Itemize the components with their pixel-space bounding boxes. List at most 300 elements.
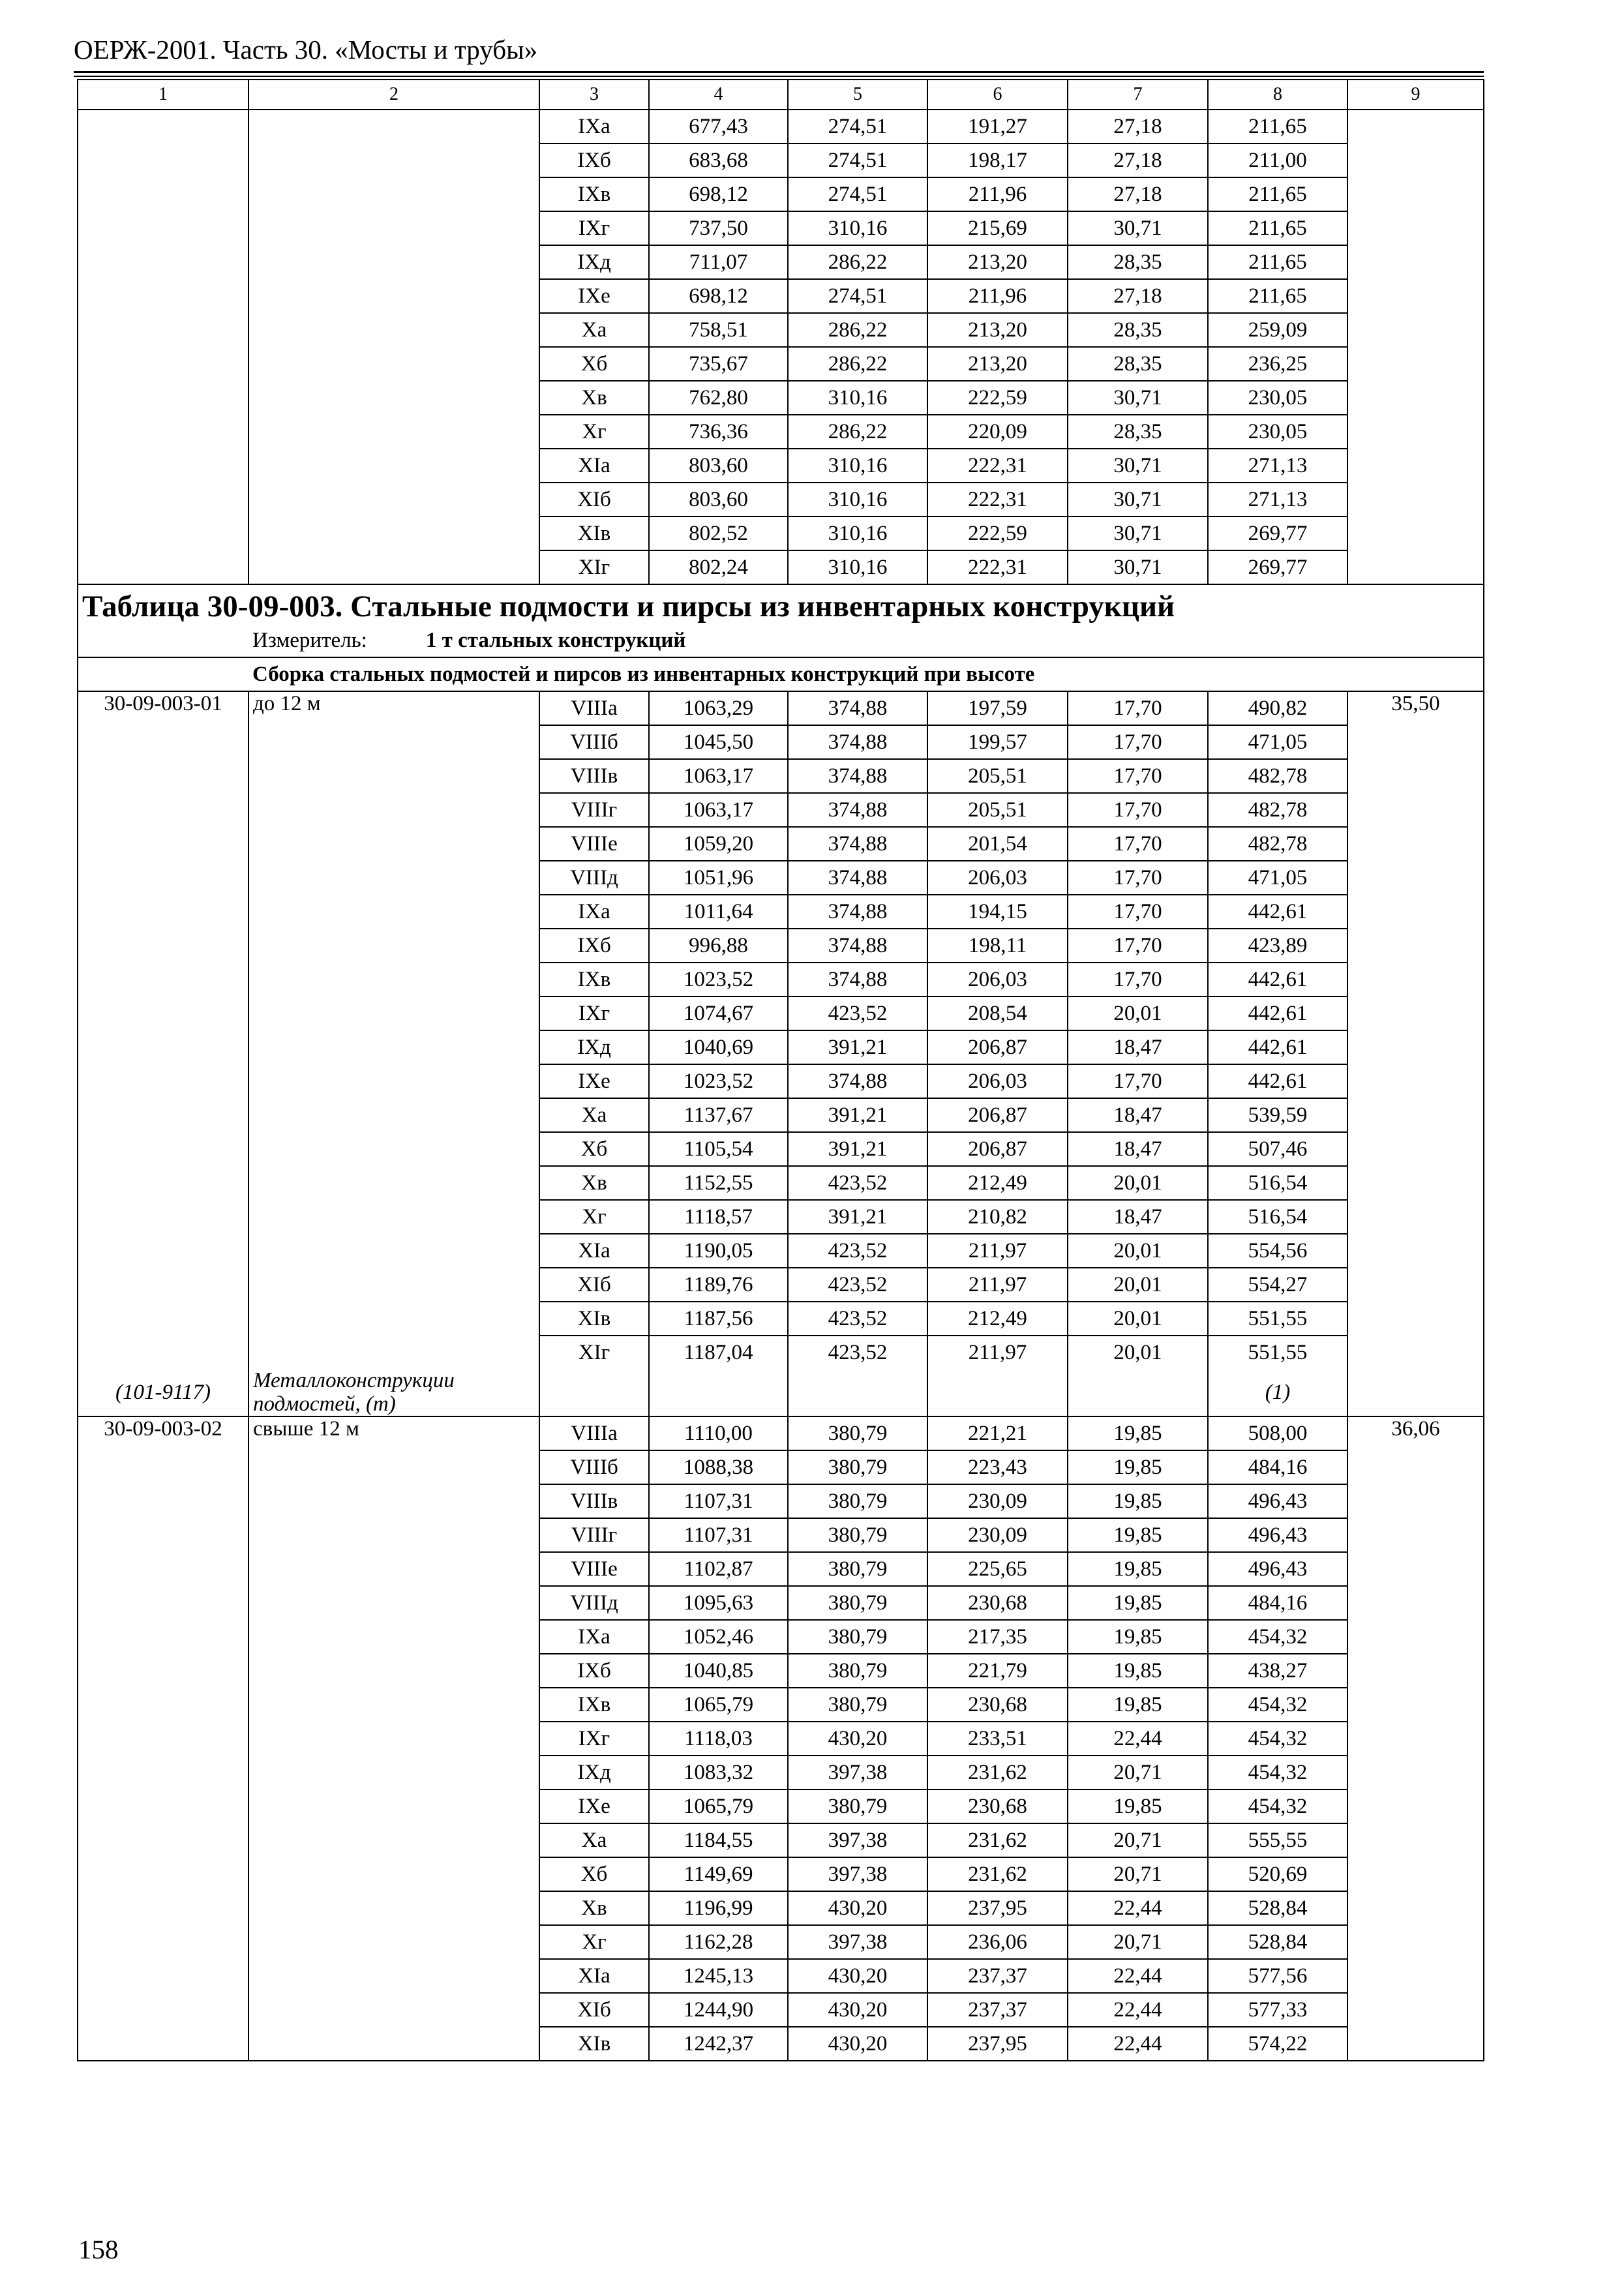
wage-cell: 391,21 xyxy=(788,1200,927,1234)
wage-cell: 310,16 xyxy=(788,516,927,550)
wage-cell: 310,16 xyxy=(788,550,927,584)
total-cell: 762,80 xyxy=(649,381,788,415)
material-cell: 554,56 xyxy=(1208,1234,1347,1268)
total-cell: 1088,38 xyxy=(649,1450,788,1484)
index-cell: Xв xyxy=(539,381,649,415)
driver-wage-cell: 22,44 xyxy=(1068,2027,1208,2061)
driver-wage-cell: 17,70 xyxy=(1068,793,1208,827)
wage-cell: 423,52 xyxy=(788,1166,927,1200)
material-cell: 471,05 xyxy=(1208,725,1347,759)
material-cell: 496,43 xyxy=(1208,1484,1347,1518)
machine-cell: 197,59 xyxy=(927,691,1068,725)
driver-wage-cell: 17,70 xyxy=(1068,895,1208,929)
wage-cell: 374,88 xyxy=(788,827,927,861)
driver-wage-cell: 22,44 xyxy=(1068,1891,1208,1925)
page-number: 158 xyxy=(78,2234,119,2264)
machine-cell: 211,97 xyxy=(927,1336,1068,1369)
total-cell: 1083,32 xyxy=(649,1756,788,1789)
total-cell: 1052,46 xyxy=(649,1620,788,1654)
index-cell: XIа xyxy=(539,1234,649,1268)
index-cell: VIIIд xyxy=(539,861,649,895)
index-cell: VIIIв xyxy=(539,1484,649,1518)
index-cell: VIIIа xyxy=(539,691,649,725)
machine-cell: 223,43 xyxy=(927,1450,1068,1484)
empty-cell xyxy=(248,110,539,584)
machine-cell: 222,31 xyxy=(927,550,1068,584)
machine-cell: 208,54 xyxy=(927,996,1068,1030)
index-cell: Xг xyxy=(539,1200,649,1234)
total-cell: 996,88 xyxy=(649,929,788,963)
driver-wage-cell: 19,85 xyxy=(1068,1518,1208,1552)
material-cell: 496,43 xyxy=(1208,1518,1347,1552)
driver-wage-cell: 22,44 xyxy=(1068,1993,1208,2027)
total-cell: 1011,64 xyxy=(649,895,788,929)
wage-cell: 423,52 xyxy=(788,1336,927,1369)
wage-cell: 286,22 xyxy=(788,347,927,381)
material-cell: 442,61 xyxy=(1208,996,1347,1030)
index-cell: Xг xyxy=(539,415,649,449)
material-cell: 423,89 xyxy=(1208,929,1347,963)
empty-cell xyxy=(788,1369,927,1417)
driver-wage-cell: 22,44 xyxy=(1068,1722,1208,1756)
total-cell: 1149,69 xyxy=(649,1857,788,1891)
index-cell: VIIIб xyxy=(539,1450,649,1484)
total-cell: 1051,96 xyxy=(649,861,788,895)
material-cell: 554,27 xyxy=(1208,1268,1347,1302)
index-cell: IXе xyxy=(539,1064,649,1098)
total-cell: 1118,03 xyxy=(649,1722,788,1756)
wage-cell: 380,79 xyxy=(788,1586,927,1620)
item-name: свыше 12 м xyxy=(248,1416,539,2061)
total-cell: 1118,57 xyxy=(649,1200,788,1234)
wage-cell: 374,88 xyxy=(788,793,927,827)
material-cell: 577,56 xyxy=(1208,1959,1347,1993)
wage-cell: 397,38 xyxy=(788,1823,927,1857)
index-cell: VIIIа xyxy=(539,1416,649,1450)
driver-wage-cell: 17,70 xyxy=(1068,827,1208,861)
index-cell: XIб xyxy=(539,483,649,516)
total-cell: 1063,29 xyxy=(649,691,788,725)
total-cell: 1184,55 xyxy=(649,1823,788,1857)
material-cell: 516,54 xyxy=(1208,1200,1347,1234)
total-cell: 803,60 xyxy=(649,483,788,516)
driver-wage-cell: 19,85 xyxy=(1068,1450,1208,1484)
wage-cell: 397,38 xyxy=(788,1756,927,1789)
total-cell: 803,60 xyxy=(649,449,788,483)
total-cell: 1105,54 xyxy=(649,1132,788,1166)
index-cell: VIIIд xyxy=(539,1586,649,1620)
material-cell: 454,32 xyxy=(1208,1620,1347,1654)
index-cell: Xв xyxy=(539,1891,649,1925)
driver-wage-cell: 28,35 xyxy=(1068,347,1208,381)
index-cell: IXг xyxy=(539,211,649,245)
total-cell: 1059,20 xyxy=(649,827,788,861)
machine-cell: 198,17 xyxy=(927,143,1068,177)
index-cell: IXе xyxy=(539,1789,649,1823)
machine-cell: 213,20 xyxy=(927,347,1068,381)
total-cell: 1023,52 xyxy=(649,963,788,996)
machine-cell: 205,51 xyxy=(927,793,1068,827)
wage-cell: 374,88 xyxy=(788,759,927,793)
machine-cell: 206,03 xyxy=(927,1064,1068,1098)
wage-cell: 423,52 xyxy=(788,1234,927,1268)
machine-cell: 211,97 xyxy=(927,1268,1068,1302)
index-cell: IXв xyxy=(539,963,649,996)
driver-wage-cell: 19,85 xyxy=(1068,1416,1208,1450)
material-cell: 211,65 xyxy=(1208,211,1347,245)
machine-cell: 212,49 xyxy=(927,1302,1068,1336)
wage-cell: 380,79 xyxy=(788,1688,927,1722)
material-cell: 230,05 xyxy=(1208,415,1347,449)
total-cell: 1074,67 xyxy=(649,996,788,1030)
driver-wage-cell: 30,71 xyxy=(1068,483,1208,516)
machine-cell: 221,21 xyxy=(927,1416,1068,1450)
index-cell: XIг xyxy=(539,550,649,584)
subtitle-empty xyxy=(78,657,248,691)
machine-cell: 230,68 xyxy=(927,1586,1068,1620)
column-number: 7 xyxy=(1068,80,1208,110)
total-cell: 1063,17 xyxy=(649,759,788,793)
machine-cell: 231,62 xyxy=(927,1857,1068,1891)
wage-cell: 374,88 xyxy=(788,861,927,895)
material-cell: 484,16 xyxy=(1208,1450,1347,1484)
section-subtitle: Сборка стальных подмостей и пирсов из инвентарных конструкций при высоте xyxy=(248,657,1484,691)
driver-wage-cell: 17,70 xyxy=(1068,691,1208,725)
material-cell: 555,55 xyxy=(1208,1823,1347,1857)
total-cell: 1137,67 xyxy=(649,1098,788,1132)
unit-row-empty xyxy=(78,624,248,657)
material-cell: 454,32 xyxy=(1208,1688,1347,1722)
index-cell: IXб xyxy=(539,143,649,177)
index-cell: XIв xyxy=(539,2027,649,2061)
column-number: 3 xyxy=(539,80,649,110)
column-number: 1 xyxy=(78,80,248,110)
material-cell: 236,25 xyxy=(1208,347,1347,381)
index-cell: IXг xyxy=(539,996,649,1030)
machine-cell: 230,68 xyxy=(927,1688,1068,1722)
item-name: до 12 м xyxy=(248,691,539,1369)
empty-cell xyxy=(649,1369,788,1417)
index-cell: VIIIг xyxy=(539,1518,649,1552)
driver-wage-cell: 20,01 xyxy=(1068,1336,1208,1369)
machine-cell: 194,15 xyxy=(927,895,1068,929)
total-cell: 1107,31 xyxy=(649,1518,788,1552)
material-cell: 577,33 xyxy=(1208,1993,1347,2027)
header-rule xyxy=(74,71,1484,73)
driver-wage-cell: 17,70 xyxy=(1068,929,1208,963)
empty-cell xyxy=(1347,110,1484,584)
machine-cell: 237,37 xyxy=(927,1993,1068,2027)
wage-cell: 374,88 xyxy=(788,691,927,725)
material-cell: 230,05 xyxy=(1208,381,1347,415)
machine-cell: 212,49 xyxy=(927,1166,1068,1200)
wage-cell: 286,22 xyxy=(788,245,927,279)
wage-cell: 391,21 xyxy=(788,1098,927,1132)
index-cell: IXд xyxy=(539,1756,649,1789)
total-cell: 1065,79 xyxy=(649,1789,788,1823)
wage-cell: 374,88 xyxy=(788,1064,927,1098)
index-cell: XIв xyxy=(539,516,649,550)
unit-row xyxy=(78,624,1484,657)
total-cell: 1245,13 xyxy=(649,1959,788,1993)
driver-wage-cell: 20,01 xyxy=(1068,1234,1208,1268)
material-cell: 211,65 xyxy=(1208,245,1347,279)
driver-wage-cell: 19,85 xyxy=(1068,1789,1208,1823)
index-cell: Xб xyxy=(539,1132,649,1166)
unit-value: 1 т стальных конструкций xyxy=(425,628,686,652)
total-cell: 1190,05 xyxy=(649,1234,788,1268)
wage-cell: 380,79 xyxy=(788,1552,927,1586)
material-note-row xyxy=(78,1369,1484,1417)
wage-cell: 423,52 xyxy=(788,1302,927,1336)
page-header: ОЕРЖ-2001. Часть 30. «Мосты и трубы» xyxy=(74,35,538,65)
material-cell: 442,61 xyxy=(1208,1030,1347,1064)
material-cell: 516,54 xyxy=(1208,1166,1347,1200)
wage-cell: 391,21 xyxy=(788,1030,927,1064)
total-cell: 1045,50 xyxy=(649,725,788,759)
machine-cell: 206,03 xyxy=(927,861,1068,895)
price-table xyxy=(77,79,1484,2061)
header-rule-thin xyxy=(74,76,1484,77)
total-cell: 1242,37 xyxy=(649,2027,788,2061)
wage-cell: 397,38 xyxy=(788,1857,927,1891)
index-cell: VIIIв xyxy=(539,759,649,793)
table-row xyxy=(78,1416,1484,1450)
material-cell: 269,77 xyxy=(1208,550,1347,584)
wage-cell: 310,16 xyxy=(788,381,927,415)
total-cell: 1110,00 xyxy=(649,1416,788,1450)
machine-cell: 222,31 xyxy=(927,483,1068,516)
column-number: 2 xyxy=(248,80,539,110)
total-cell: 698,12 xyxy=(649,177,788,211)
machine-cell: 220,09 xyxy=(927,415,1068,449)
material-cell: 269,77 xyxy=(1208,516,1347,550)
index-cell: IXа xyxy=(539,110,649,143)
wage-cell: 274,51 xyxy=(788,110,927,143)
machine-cell: 201,54 xyxy=(927,827,1068,861)
machine-cell: 211,97 xyxy=(927,1234,1068,1268)
machine-cell: 198,11 xyxy=(927,929,1068,963)
wage-cell: 430,20 xyxy=(788,1891,927,1925)
driver-wage-cell: 28,35 xyxy=(1068,313,1208,347)
total-cell: 1196,99 xyxy=(649,1891,788,1925)
machine-cell: 237,37 xyxy=(927,1959,1068,1993)
material-cell: 211,00 xyxy=(1208,143,1347,177)
wage-cell: 380,79 xyxy=(788,1484,927,1518)
column-number: 6 xyxy=(927,80,1068,110)
index-cell: IXг xyxy=(539,1722,649,1756)
wage-cell: 380,79 xyxy=(788,1620,927,1654)
driver-wage-cell: 18,47 xyxy=(1068,1098,1208,1132)
total-cell: 736,36 xyxy=(649,415,788,449)
driver-wage-cell: 30,71 xyxy=(1068,211,1208,245)
material-cell: 259,09 xyxy=(1208,313,1347,347)
material-cell: 528,84 xyxy=(1208,1891,1347,1925)
index-cell: VIIIе xyxy=(539,1552,649,1586)
empty-cell xyxy=(539,1369,649,1417)
wage-cell: 380,79 xyxy=(788,1518,927,1552)
driver-wage-cell: 19,85 xyxy=(1068,1586,1208,1620)
material-cell: 211,65 xyxy=(1208,279,1347,313)
total-cell: 802,24 xyxy=(649,550,788,584)
total-cell: 735,67 xyxy=(649,347,788,381)
wage-cell: 380,79 xyxy=(788,1654,927,1688)
material-cell: 551,55 xyxy=(1208,1336,1347,1369)
driver-wage-cell: 20,71 xyxy=(1068,1925,1208,1959)
index-cell: Xа xyxy=(539,313,649,347)
driver-wage-cell: 19,85 xyxy=(1068,1484,1208,1518)
driver-wage-cell: 20,01 xyxy=(1068,1302,1208,1336)
wage-cell: 430,20 xyxy=(788,1722,927,1756)
material-cell: 271,13 xyxy=(1208,483,1347,516)
total-cell: 737,50 xyxy=(649,211,788,245)
material-cell: 507,46 xyxy=(1208,1132,1347,1166)
wage-cell: 374,88 xyxy=(788,725,927,759)
column-number: 9 xyxy=(1347,80,1484,110)
index-cell: IXа xyxy=(539,895,649,929)
table-row xyxy=(78,110,1484,143)
material-cell: 484,16 xyxy=(1208,1586,1347,1620)
total-cell: 1187,04 xyxy=(649,1336,788,1369)
driver-wage-cell: 19,85 xyxy=(1068,1688,1208,1722)
material-cell: 496,43 xyxy=(1208,1552,1347,1586)
machine-cell: 213,20 xyxy=(927,313,1068,347)
index-cell: IXб xyxy=(539,929,649,963)
index-cell: IXа xyxy=(539,1620,649,1654)
table-title-row xyxy=(78,584,1484,624)
machine-cell: 237,95 xyxy=(927,2027,1068,2061)
column-number: 4 xyxy=(649,80,788,110)
index-cell: XIг xyxy=(539,1336,649,1369)
total-cell: 1040,85 xyxy=(649,1654,788,1688)
driver-wage-cell: 17,70 xyxy=(1068,1064,1208,1098)
index-cell: XIв xyxy=(539,1302,649,1336)
driver-wage-cell: 18,47 xyxy=(1068,1132,1208,1166)
wage-cell: 374,88 xyxy=(788,929,927,963)
column-number: 8 xyxy=(1208,80,1347,110)
driver-wage-cell: 27,18 xyxy=(1068,143,1208,177)
column-number-row xyxy=(78,80,1484,110)
wage-cell: 286,22 xyxy=(788,313,927,347)
material-cell: 482,78 xyxy=(1208,827,1347,861)
total-cell: 1063,17 xyxy=(649,793,788,827)
driver-wage-cell: 18,47 xyxy=(1068,1200,1208,1234)
driver-wage-cell: 20,71 xyxy=(1068,1823,1208,1857)
machine-cell: 231,62 xyxy=(927,1823,1068,1857)
index-cell: XIа xyxy=(539,449,649,483)
wage-cell: 423,52 xyxy=(788,996,927,1030)
wage-cell: 274,51 xyxy=(788,177,927,211)
driver-wage-cell: 27,18 xyxy=(1068,279,1208,313)
item-code: 30-09-003-01 xyxy=(78,691,248,1369)
material-cell: 574,22 xyxy=(1208,2027,1347,2061)
total-cell: 1162,28 xyxy=(649,1925,788,1959)
machine-cell: 230,09 xyxy=(927,1484,1068,1518)
driver-wage-cell: 27,18 xyxy=(1068,177,1208,211)
driver-wage-cell: 30,71 xyxy=(1068,381,1208,415)
index-cell: XIб xyxy=(539,1268,649,1302)
total-cell: 683,68 xyxy=(649,143,788,177)
driver-wage-cell: 17,70 xyxy=(1068,725,1208,759)
wage-cell: 423,52 xyxy=(788,1268,927,1302)
driver-wage-cell: 30,71 xyxy=(1068,516,1208,550)
subtitle-row xyxy=(78,657,1484,691)
empty-cell xyxy=(927,1369,1068,1417)
machine-cell: 217,35 xyxy=(927,1620,1068,1654)
unit-label: Измеритель: xyxy=(252,628,367,652)
column-number: 5 xyxy=(788,80,927,110)
empty-cell xyxy=(78,110,248,584)
machine-cell: 222,59 xyxy=(927,381,1068,415)
wage-cell: 380,79 xyxy=(788,1416,927,1450)
material-cell: 520,69 xyxy=(1208,1857,1347,1891)
index-cell: IXв xyxy=(539,177,649,211)
wage-cell: 286,22 xyxy=(788,415,927,449)
material-cell: 551,55 xyxy=(1208,1302,1347,1336)
driver-wage-cell: 28,35 xyxy=(1068,245,1208,279)
machine-cell: 211,96 xyxy=(927,177,1068,211)
machine-cell: 205,51 xyxy=(927,759,1068,793)
machine-cell: 233,51 xyxy=(927,1722,1068,1756)
machine-cell: 210,82 xyxy=(927,1200,1068,1234)
machine-cell: 206,87 xyxy=(927,1030,1068,1064)
material-name: Металлоконструкции подмостей, (т) xyxy=(248,1369,539,1417)
empty-cell xyxy=(1068,1369,1208,1417)
machine-cell: 230,68 xyxy=(927,1789,1068,1823)
index-cell: IXе xyxy=(539,279,649,313)
machine-cell: 199,57 xyxy=(927,725,1068,759)
machine-cell: 213,20 xyxy=(927,245,1068,279)
wage-cell: 430,20 xyxy=(788,2027,927,2061)
material-cell: 528,84 xyxy=(1208,1925,1347,1959)
total-cell: 758,51 xyxy=(649,313,788,347)
total-cell: 677,43 xyxy=(649,110,788,143)
wage-cell: 430,20 xyxy=(788,1993,927,2027)
material-cell: 482,78 xyxy=(1208,759,1347,793)
material-cell: 211,65 xyxy=(1208,177,1347,211)
machine-cell: 222,31 xyxy=(927,449,1068,483)
unit-row-cell xyxy=(248,624,1484,657)
machine-cell: 221,79 xyxy=(927,1654,1068,1688)
index-cell: VIIIг xyxy=(539,793,649,827)
machine-cell: 231,62 xyxy=(927,1756,1068,1789)
index-cell: Xб xyxy=(539,347,649,381)
driver-wage-cell: 17,70 xyxy=(1068,861,1208,895)
driver-wage-cell: 20,71 xyxy=(1068,1756,1208,1789)
wage-cell: 374,88 xyxy=(788,963,927,996)
material-cell: 211,65 xyxy=(1208,110,1347,143)
total-cell: 802,52 xyxy=(649,516,788,550)
total-cell: 711,07 xyxy=(649,245,788,279)
wage-cell: 397,38 xyxy=(788,1925,927,1959)
material-cell: 539,59 xyxy=(1208,1098,1347,1132)
machine-cell: 191,27 xyxy=(927,110,1068,143)
index-cell: XIб xyxy=(539,1993,649,2027)
index-cell: VIIIб xyxy=(539,725,649,759)
index-cell: Xб xyxy=(539,1857,649,1891)
driver-wage-cell: 27,18 xyxy=(1068,110,1208,143)
driver-wage-cell: 19,85 xyxy=(1068,1620,1208,1654)
driver-wage-cell: 20,71 xyxy=(1068,1857,1208,1891)
wage-cell: 380,79 xyxy=(788,1450,927,1484)
total-cell: 1187,56 xyxy=(649,1302,788,1336)
machine-cell: 215,69 xyxy=(927,211,1068,245)
index-cell: Xг xyxy=(539,1925,649,1959)
material-cell: 454,32 xyxy=(1208,1722,1347,1756)
material-cell: 471,05 xyxy=(1208,861,1347,895)
index-cell: IXб xyxy=(539,1654,649,1688)
material-quantity: (1) xyxy=(1208,1369,1347,1417)
